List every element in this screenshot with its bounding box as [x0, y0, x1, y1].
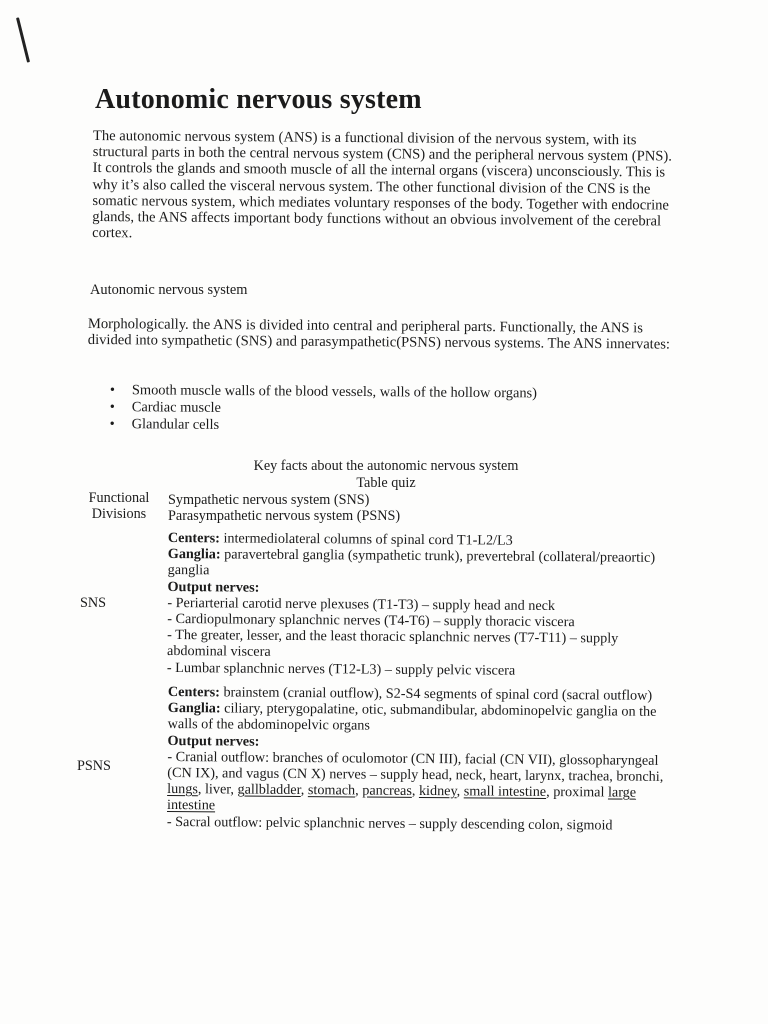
organ-lungs: lungs — [167, 781, 198, 798]
sns-centers-text: intermediolateral columns of spinal cord T1-L2/L3 — [223, 530, 513, 549]
organ-stomach: stomach — [307, 782, 356, 799]
intro-paragraph: The autonomic nervous system (ANS) is a functional division of the nervous system, with its structural parts in both the central nervous system (CNS) and the peripheral nervous system (PNS). It controls the glands and smooth muscle of all the internal organs (viscera) unconsciously. This is why it’s also called the visceral nervous system. The other functional division of the CNS is the somatic nervous system, which mediates voluntary responses of the body. Together with endocrine glands, the ANS affects important body functions without an obvious involvement of the cerebral cortex. — [92, 128, 673, 242]
table-caption-title: Key facts about the autonomic nervous system — [253, 458, 519, 474]
sns-ganglia — [168, 546, 678, 582]
pen-mark — [16, 17, 30, 62]
organ-gallbladder: gallbladder — [237, 781, 301, 799]
psns-ganglia-text: ciliary, pterygopalatine, otic, submandibular, abdominopelvic ganglia on the walls of the abdominopelvic organs — [167, 700, 657, 734]
psns-centers-label: Centers: — [167, 684, 220, 701]
division-psns: Parasympathetic nervous system (PSNS) — [168, 508, 401, 525]
list-item: • Smooth muscle walls of the blood vessels, walls of the hollow organs) — [104, 382, 537, 402]
list-item: • Glandular cells — [104, 416, 537, 436]
sns-ganglia-text: paravertebral ganglia (sympathetic trunk), prevertebral (collateral/preaortic) ganglia — [167, 546, 656, 579]
organ-small-intestine: small intestine — [463, 783, 547, 801]
psns-ganglia-label: Ganglia: — [167, 700, 221, 717]
sns-output-item: - The greater, lesser, and the least thoracic splanchnic nerves (T7-T11) – supply abdominal viscera — [166, 627, 619, 661]
table-caption — [186, 458, 586, 491]
organ-large-intestine: large intestine — [166, 784, 637, 814]
sns-output-label: Output nerves: — [167, 578, 260, 596]
sns-centers-label: Centers: — [167, 530, 220, 547]
morphology-paragraph: Morphologically. the ANS is divided into central and peripheral parts. Functionally, the ANS is divided into sympathetic (SNS) and parasympathetic(PSNS) nervous systems. The ANS innervates: — [87, 316, 671, 353]
psns-centers-text: brainstem (cranial outflow), S2-S4 segments of spinal cord (sacral outflow) — [223, 684, 653, 704]
division-sns: Sympathetic nervous system (SNS) — [168, 492, 370, 508]
row-label-sns: SNS — [80, 595, 107, 611]
row-label-functional-divisions: Functional Divisions — [88, 490, 150, 523]
psns-sacral-outflow: - Sacral outflow: pelvic splanchnic nerves – supply descending colon, sigmoid — [166, 813, 613, 834]
sns-cell — [167, 530, 678, 680]
organ-kidney: kidney — [418, 783, 457, 800]
sns-output-item: - Periarterial carotid nerve plexuses (T1-T3) – supply head and neck — [167, 594, 556, 614]
functional-divisions-cell — [168, 492, 678, 524]
table-caption-subtitle: Table quiz — [356, 474, 416, 491]
psns-cell — [167, 684, 684, 834]
sns-output-item: - Cardiopulmonary splanchnic nerves (T4-T6) – supply thoracic viscera — [167, 611, 575, 631]
organ-liver: liver — [204, 781, 231, 798]
organ-pancreas: pancreas — [362, 782, 412, 800]
innervation-list — [104, 382, 537, 436]
psns-ganglia — [168, 700, 684, 736]
page-title: Autonomic nervous system — [95, 84, 422, 115]
list-item: • Cardiac muscle — [104, 399, 537, 419]
row-label-psns: PSNS — [77, 758, 111, 774]
sns-output-item: - Lumbar splanchnic nerves (T12-L3) – supply pelvic viscera — [166, 659, 516, 679]
sns-ganglia-label: Ganglia: — [167, 546, 221, 563]
section-subheading: Autonomic nervous system — [90, 282, 248, 298]
organ-proximal: proximal — [553, 784, 605, 801]
psns-cranial-outflow: - Cranial outflow: branches of oculomotor (CN III), facial (CN VII), glossopharyngeal (CN IX), and vagus (CN X) nerves – supply head, neck, heart, larynx, trachea, bronchi, lungs, liver, gallbladder, stomach, pancreas, kidney, small intestine, proximal large intestine — [166, 748, 664, 814]
psns-output-label: Output nerves: — [167, 732, 260, 750]
